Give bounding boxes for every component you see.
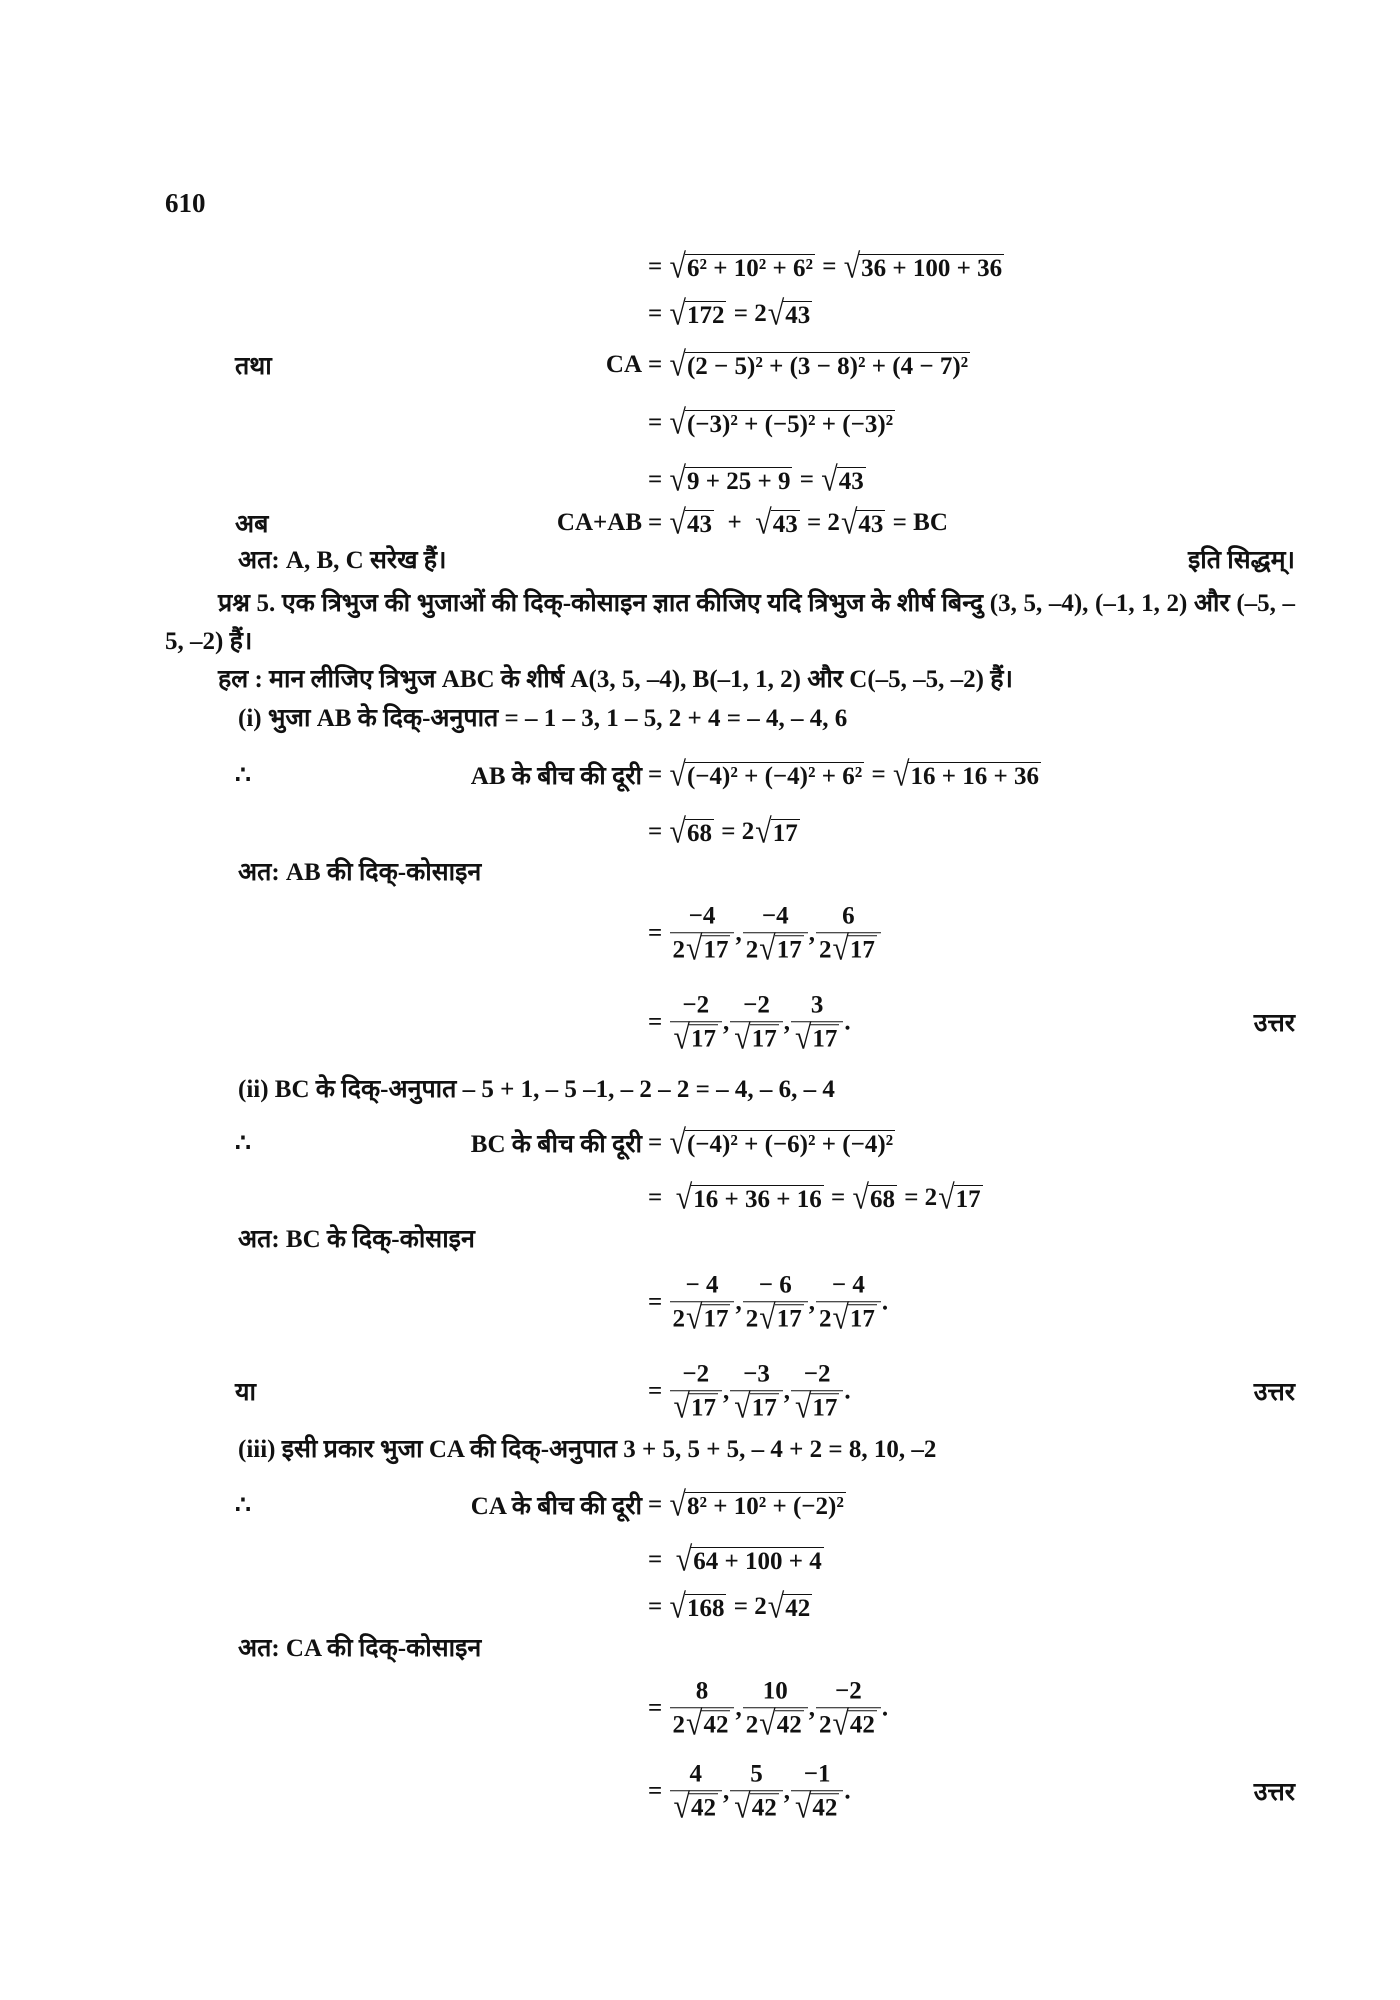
equation-lhs: BC के बीच की दूरी: [470, 1131, 642, 1158]
fraction: [670, 1271, 735, 1337]
fraction: [743, 902, 808, 968]
math-text: −2: [803, 1360, 831, 1388]
page-number: 610: [165, 188, 206, 218]
radicand: 17: [849, 1305, 875, 1333]
square-root: [669, 294, 727, 333]
numerator: [740, 991, 773, 1021]
math-text: 2: [818, 1305, 832, 1333]
radical-sign-icon: √: [675, 1540, 693, 1579]
radical-sign-icon: √: [755, 812, 772, 851]
square-root: [759, 929, 803, 968]
radical-sign-icon: √: [673, 1787, 690, 1826]
math-text: =: [648, 1184, 675, 1211]
radical-sign-icon: √: [669, 1587, 686, 1626]
math-text: −1: [803, 1760, 831, 1788]
radical-sign-icon: √: [734, 1387, 751, 1426]
square-root: [669, 247, 815, 286]
square-root: [669, 1123, 896, 1162]
square-root: [759, 1704, 803, 1743]
square-root: [755, 503, 799, 542]
math-text: =: [648, 1593, 669, 1620]
denominator: [743, 929, 808, 968]
math-expression: [648, 1360, 851, 1426]
answer-marker: उत्तर: [1253, 1379, 1295, 1406]
math-expression: [648, 812, 801, 851]
radicand: 17: [849, 936, 875, 964]
denominator: [670, 1787, 722, 1826]
radical-sign-icon: √: [669, 403, 686, 442]
square-root: [673, 1387, 718, 1426]
radicand: (−4)² + (−6)² + (−4)²: [686, 1130, 894, 1158]
radicand: 17: [703, 936, 729, 964]
radical-sign-icon: √: [686, 1298, 703, 1337]
radicand: 17: [703, 1305, 729, 1333]
square-root: [759, 1298, 803, 1337]
radicand: 36 + 100 + 36: [861, 254, 1003, 282]
numerator: [756, 1271, 795, 1301]
math-text: = 2: [714, 818, 755, 845]
math-text: = BC: [886, 509, 948, 536]
square-root: [734, 1787, 778, 1826]
prose-text: अत: A, B, C सरेख हैं।: [238, 547, 447, 574]
square-root: [669, 345, 971, 384]
radical-sign-icon: √: [755, 503, 772, 542]
equation-lhs: AB के बीच की दूरी: [470, 763, 642, 790]
radicand: 64 + 100 + 4: [693, 1547, 822, 1575]
prose-text: (i) भुजा AB के दिक्-अनुपात = – 1 – 3, 1 – 5, 2 + 4 = – 4, – 4, 6: [238, 705, 848, 732]
math-text: 2: [672, 1305, 685, 1333]
math-expression: [648, 902, 882, 968]
square-root: [669, 460, 793, 499]
square-root: [832, 1704, 876, 1743]
fraction: [791, 1760, 843, 1826]
square-root: [755, 812, 799, 851]
denominator: [670, 1387, 722, 1426]
math-text: −4: [761, 902, 789, 930]
radical-sign-icon: √: [821, 460, 838, 499]
fraction: [743, 1677, 808, 1743]
prose-text: अत: AB की दिक्-कोसाइन: [238, 859, 482, 886]
math-text: ,: [735, 1694, 742, 1721]
math-text: 8: [695, 1677, 709, 1705]
square-root: [669, 755, 865, 794]
math-text: = 2: [897, 1184, 938, 1211]
fraction: [816, 902, 881, 968]
fraction: [730, 1360, 782, 1426]
math-text: ,: [808, 1288, 815, 1315]
prose-text: हल : मान लीजिए त्रिभुज ABC के शीर्ष A(3, 5, –4), B(–1, 1, 2) और C(–5, –5, –2) हैं।: [218, 666, 1013, 693]
math-text: =: [648, 919, 669, 946]
equation-lhs: CA: [605, 351, 642, 378]
math-expression: [648, 991, 851, 1057]
math-text: 2: [745, 1711, 759, 1739]
radical-sign-icon: √: [734, 1018, 751, 1057]
math-text: ,: [722, 1777, 730, 1804]
radicand: 43: [686, 510, 712, 538]
square-root: [794, 1018, 839, 1057]
radical-sign-icon: √: [669, 812, 686, 851]
math-expression: [648, 1178, 984, 1217]
answer-marker: इति सिद्धम्।: [1187, 547, 1295, 574]
radicand: 42: [751, 1794, 777, 1822]
radical-sign-icon: √: [767, 294, 785, 333]
radicand: 168: [686, 1594, 725, 1622]
square-root: [686, 929, 730, 968]
numerator: [740, 1360, 773, 1390]
equation-lhs: CA+AB: [556, 509, 642, 536]
denominator: [670, 929, 735, 968]
radical-sign-icon: √: [734, 1787, 751, 1826]
math-expression: [648, 403, 896, 442]
radicand: 9 + 25 + 9: [686, 467, 791, 495]
denominator: [730, 1387, 782, 1426]
math-text: 6: [842, 902, 855, 930]
numerator: [808, 991, 827, 1021]
fraction: [730, 1760, 782, 1826]
math-text: =: [648, 253, 669, 280]
line-label: ∴: [235, 1492, 251, 1519]
math-text: = 2: [800, 509, 840, 536]
prose-text: अत: CA की दिक्-कोसाइन: [238, 1635, 482, 1662]
math-text: =: [648, 1694, 669, 1721]
math-expression: [648, 1760, 851, 1826]
radical-sign-icon: √: [673, 1387, 690, 1426]
square-root: [669, 1485, 846, 1524]
radical-sign-icon: √: [759, 1298, 776, 1337]
line-label: तथा: [235, 353, 272, 380]
math-expression: [648, 294, 813, 333]
radical-sign-icon: √: [759, 1704, 776, 1743]
radicand: (−3)² + (−5)² + (−3)²: [686, 410, 894, 438]
square-root: [832, 1298, 876, 1337]
radical-sign-icon: √: [669, 247, 686, 286]
radicand: 17: [690, 1025, 716, 1053]
square-root: [669, 812, 714, 851]
square-root: [852, 1178, 896, 1217]
math-text: =: [648, 1491, 669, 1518]
radical-sign-icon: √: [675, 1178, 693, 1217]
math-text: 2: [745, 936, 759, 964]
radicand: 17: [776, 1305, 802, 1333]
square-root: [840, 503, 885, 542]
square-root: [675, 1178, 824, 1217]
math-expression: [648, 345, 971, 384]
radical-sign-icon: √: [794, 1018, 812, 1057]
numerator: [693, 1677, 712, 1707]
math-text: =: [815, 253, 843, 280]
radical-sign-icon: √: [669, 294, 686, 333]
radical-sign-icon: √: [893, 755, 910, 794]
math-text: −2: [835, 1677, 862, 1705]
radicand: 42: [849, 1711, 875, 1739]
math-text: ,: [722, 1377, 730, 1404]
math-text: =: [648, 818, 669, 845]
math-text: −2: [743, 991, 770, 1019]
square-root: [673, 1018, 718, 1057]
numerator: [679, 1360, 712, 1390]
denominator: [816, 1704, 881, 1743]
square-root: [821, 460, 865, 499]
numerator: [759, 902, 792, 932]
fraction: [816, 1677, 881, 1743]
numerator: [686, 902, 719, 932]
square-root: [675, 1540, 824, 1579]
answer-marker: उत्तर: [1253, 1010, 1295, 1037]
denominator: [743, 1704, 808, 1743]
fraction: [791, 991, 843, 1057]
square-root: [832, 929, 876, 968]
radicand: 16 + 16 + 36: [910, 762, 1039, 790]
prose-text: (ii) BC के दिक्-अनुपात – 5 + 1, – 5 –1, – 2 – 2 = – 4, – 6, – 4: [238, 1076, 835, 1103]
radical-sign-icon: √: [669, 1123, 686, 1162]
equation-lhs: CA के बीच की दूरी: [470, 1493, 642, 1520]
math-text: 2: [672, 936, 685, 964]
math-text: − 4: [831, 1271, 865, 1299]
radicand: 42: [690, 1794, 716, 1822]
math-text: =: [648, 1008, 669, 1035]
radical-sign-icon: √: [669, 503, 686, 542]
denominator: [670, 1298, 735, 1337]
fraction: [743, 1271, 808, 1337]
math-text: =: [865, 761, 892, 788]
math-expression: [648, 503, 948, 542]
math-text: ,: [783, 1777, 790, 1804]
fraction: [670, 1760, 722, 1826]
square-root: [686, 1704, 730, 1743]
radicand: 43: [772, 510, 798, 538]
denominator: [791, 1787, 843, 1826]
radical-sign-icon: √: [840, 503, 858, 542]
radicand: 17: [751, 1394, 777, 1422]
math-text: 4: [689, 1760, 702, 1788]
math-text: ,: [783, 1008, 790, 1035]
numerator: [682, 1271, 721, 1301]
square-root: [893, 755, 1041, 794]
math-text: ,: [722, 1008, 730, 1035]
radical-sign-icon: √: [832, 1704, 849, 1743]
radical-sign-icon: √: [686, 1704, 703, 1743]
radical-sign-icon: √: [843, 247, 861, 286]
denominator: [791, 1387, 843, 1426]
square-root: [669, 503, 714, 542]
line-label: ∴: [235, 762, 251, 789]
math-text: 3: [810, 991, 824, 1019]
prose-text: (iii) इसी प्रकार भुजा CA की दिक्-अनुपात 3 + 5, 5 + 5, – 4 + 2 = 8, 10, –2: [238, 1436, 937, 1463]
fraction: [670, 991, 722, 1057]
math-expression: [648, 460, 867, 499]
radicand: 42: [776, 1711, 802, 1739]
math-text: = 2: [727, 300, 767, 327]
radicand: 68: [869, 1185, 895, 1213]
math-text: +: [714, 509, 755, 536]
square-root: [673, 1787, 718, 1826]
radicand: 6² + 10² + 6²: [686, 254, 813, 282]
fraction: [670, 1677, 735, 1743]
math-text: − 4: [685, 1271, 719, 1299]
square-root: [767, 1587, 812, 1626]
numerator: [801, 1360, 834, 1390]
square-root: [734, 1387, 778, 1426]
numerator: [832, 1677, 865, 1707]
radicand: 8² + 10² + (−2)²: [686, 1492, 844, 1520]
line-label: अब: [235, 511, 269, 538]
math-text: ,: [808, 919, 815, 946]
math-text: ,: [735, 919, 742, 946]
numerator: [801, 1760, 834, 1790]
radicand: 17: [955, 1185, 981, 1213]
radical-sign-icon: √: [794, 1787, 812, 1826]
question-paragraph: प्रश्न 5. एक त्रिभुज की भुजाओं की दिक्-कोसाइन ज्ञात कीजिए यदि त्रिभुज के शीर्ष बिन्दु (3, 5, –4), (–1, 1, 2) और (–5, –5, –2) हैं।: [165, 590, 1295, 655]
math-text: ,: [808, 1694, 815, 1721]
math-text: .: [881, 1288, 889, 1315]
radicand: 17: [812, 1394, 838, 1422]
radicand: 68: [686, 819, 712, 847]
math-text: =: [648, 509, 669, 536]
math-text: =: [648, 1377, 669, 1404]
square-root: [794, 1387, 839, 1426]
radicand: (2 − 5)² + (3 − 8)² + (4 − 7)²: [686, 352, 969, 380]
radicand: 43: [838, 467, 864, 495]
radical-sign-icon: √: [686, 929, 703, 968]
math-text: −4: [688, 902, 716, 930]
radicand: 17: [690, 1394, 716, 1422]
square-root: [734, 1018, 778, 1057]
fraction: [730, 991, 782, 1057]
radicand: (−4)² + (−4)² + 6²: [686, 762, 863, 790]
math-text: =: [648, 1777, 669, 1804]
math-expression: [648, 1485, 847, 1524]
prose-text: अत: BC के दिक्-कोसाइन: [238, 1226, 475, 1253]
math-expression: [648, 1587, 813, 1626]
radicand: 43: [858, 510, 884, 538]
radicand: 42: [785, 1594, 811, 1622]
numerator: [747, 1760, 766, 1790]
answer-marker: उत्तर: [1253, 1779, 1295, 1806]
square-root: [686, 1298, 730, 1337]
radical-sign-icon: √: [767, 1587, 785, 1626]
denominator: [730, 1018, 782, 1057]
fraction: [816, 1271, 881, 1337]
math-text: =: [824, 1184, 852, 1211]
square-root: [938, 1178, 982, 1217]
radicand: 42: [812, 1794, 838, 1822]
math-text: =: [648, 300, 669, 327]
numerator: [760, 1677, 791, 1707]
square-root: [843, 247, 1004, 286]
math-text: 2: [745, 1305, 759, 1333]
radical-sign-icon: √: [832, 929, 849, 968]
square-root: [669, 403, 896, 442]
denominator: [743, 1298, 808, 1337]
square-root: [767, 294, 812, 333]
math-text: =: [648, 466, 669, 493]
radical-sign-icon: √: [669, 460, 686, 499]
math-text: =: [648, 761, 669, 788]
numerator: [839, 902, 858, 932]
math-expression: [648, 755, 1042, 794]
math-expression: [648, 1271, 889, 1337]
math-text: ,: [783, 1377, 790, 1404]
square-root: [794, 1787, 839, 1826]
radicand: 42: [703, 1711, 729, 1739]
radical-sign-icon: √: [832, 1298, 849, 1337]
radicand: 16 + 36 + 16: [693, 1185, 822, 1213]
math-text: .: [844, 1008, 851, 1035]
fraction: [670, 1360, 722, 1426]
radical-sign-icon: √: [759, 929, 776, 968]
math-text: 5: [750, 1760, 763, 1788]
numerator: [686, 1760, 705, 1790]
denominator: [816, 1298, 881, 1337]
math-text: =: [648, 351, 669, 378]
radical-sign-icon: √: [669, 755, 686, 794]
square-root: [669, 1587, 727, 1626]
math-text: =: [648, 1546, 675, 1573]
denominator: [791, 1018, 843, 1057]
radicand: 17: [751, 1025, 777, 1053]
math-text: =: [648, 409, 669, 436]
math-text: .: [844, 1777, 851, 1804]
math-text: =: [793, 466, 821, 493]
denominator: [730, 1787, 782, 1826]
line-label: ∴: [235, 1130, 251, 1157]
math-expression: [648, 1540, 825, 1579]
radical-sign-icon: √: [669, 1485, 686, 1524]
numerator: [679, 991, 712, 1021]
math-text: 10: [762, 1677, 788, 1705]
math-text: 2: [818, 1711, 832, 1739]
math-text: =: [648, 1288, 669, 1315]
fraction: [670, 902, 735, 968]
radicand: 17: [812, 1025, 838, 1053]
math-text: = 2: [727, 1593, 767, 1620]
radicand: 17: [776, 936, 802, 964]
math-text: =: [648, 1129, 669, 1156]
denominator: [816, 929, 881, 968]
math-text: −3: [743, 1360, 770, 1388]
denominator: [670, 1018, 722, 1057]
denominator: [670, 1704, 735, 1743]
fraction: [791, 1360, 843, 1426]
radical-sign-icon: √: [673, 1018, 690, 1057]
math-text: .: [844, 1377, 851, 1404]
math-expression: [648, 247, 1005, 286]
radical-sign-icon: √: [669, 345, 686, 384]
math-text: 2: [818, 936, 832, 964]
math-text: .: [881, 1694, 889, 1721]
math-text: − 6: [758, 1271, 792, 1299]
math-text: ,: [735, 1288, 742, 1315]
radicand: 172: [686, 301, 725, 329]
radicand: 17: [772, 819, 798, 847]
radicand: 43: [785, 301, 811, 329]
math-text: 2: [672, 1711, 685, 1739]
math-expression: [648, 1677, 889, 1743]
radical-sign-icon: √: [852, 1178, 869, 1217]
line-label: या: [235, 1379, 256, 1406]
radical-sign-icon: √: [938, 1178, 955, 1217]
radical-sign-icon: √: [794, 1387, 812, 1426]
math-expression: [648, 1123, 896, 1162]
numerator: [829, 1271, 868, 1301]
math-text: −2: [682, 991, 710, 1019]
math-text: −2: [682, 1360, 710, 1388]
